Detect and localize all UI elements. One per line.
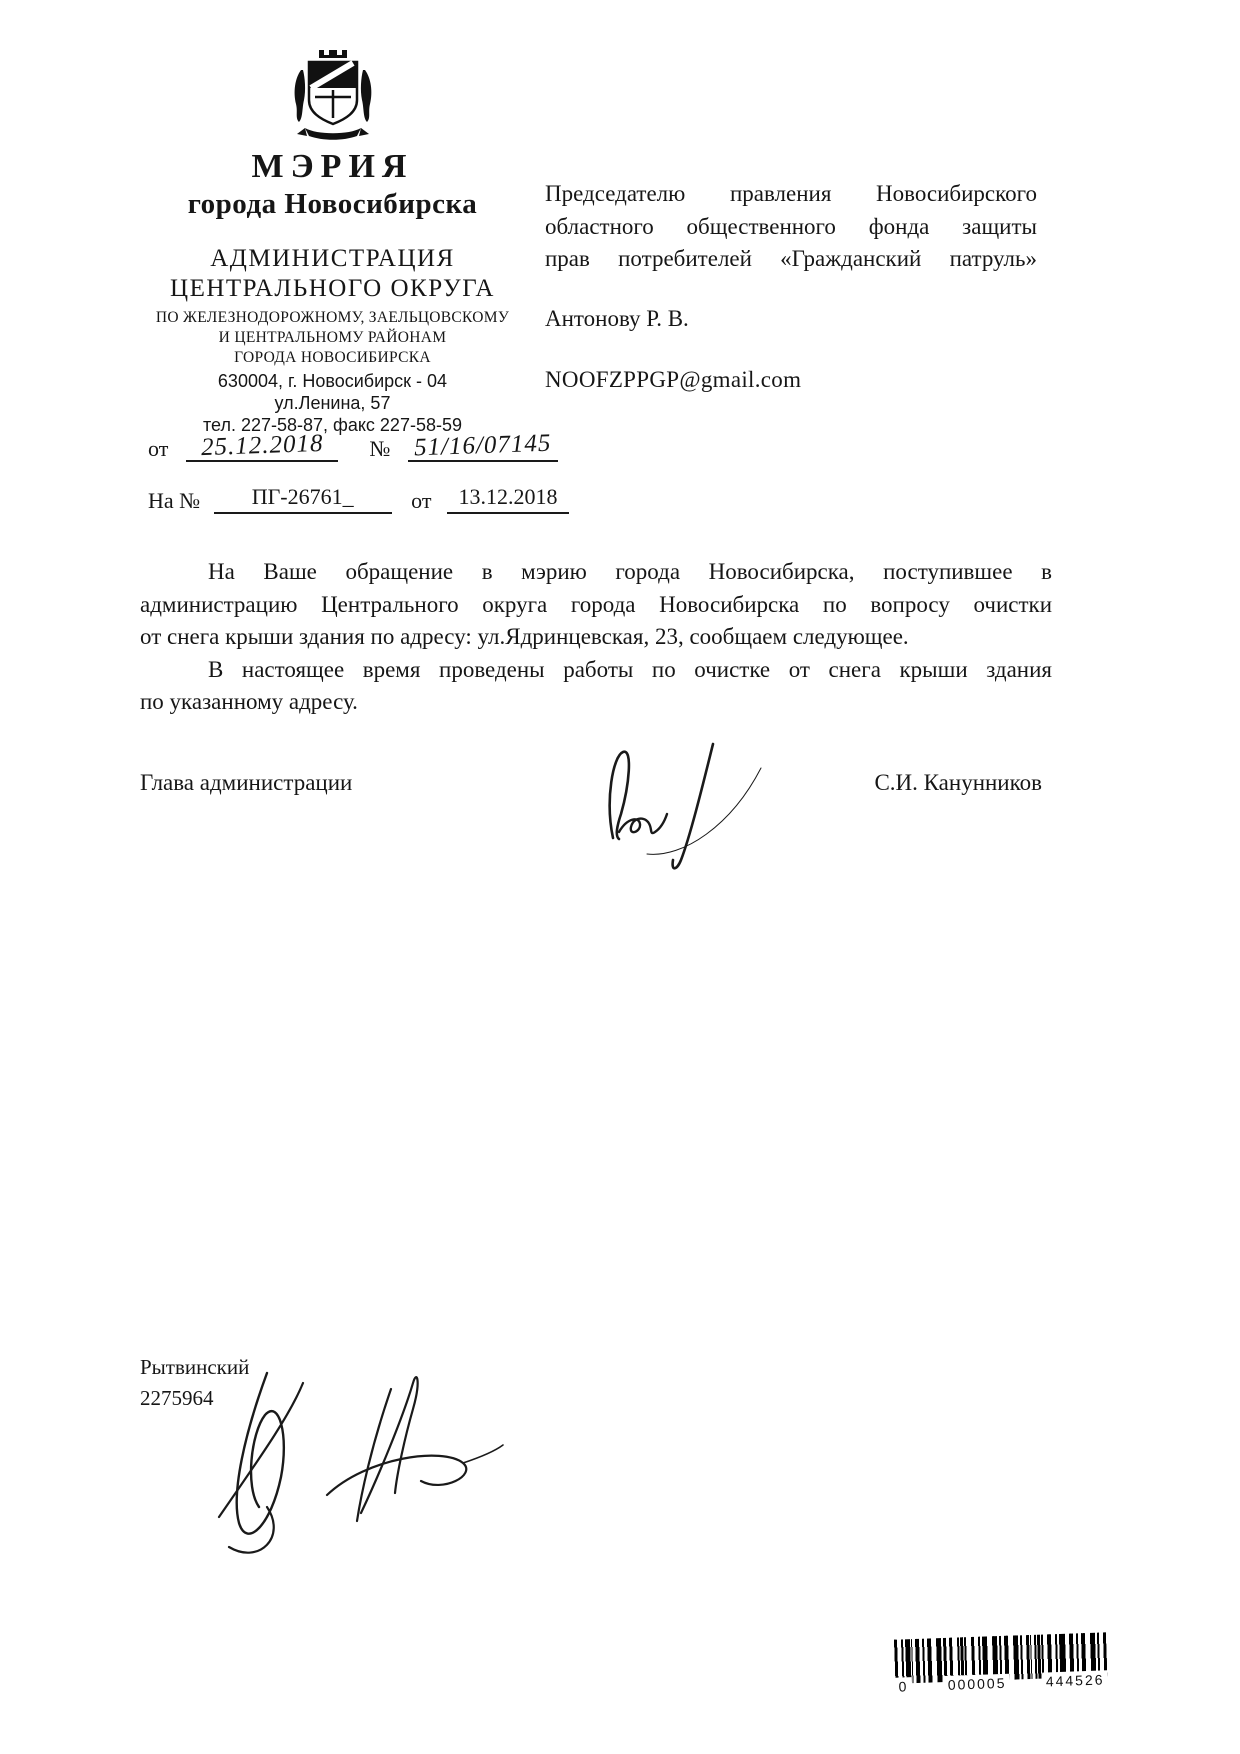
barcode-digit-group: 000005 (944, 1674, 1009, 1694)
barcode-digit-group: 444526 (1042, 1670, 1107, 1690)
org-subtitle: города Новосибирска (187, 188, 478, 220)
reply-prefix-label: На № (148, 488, 201, 513)
address-line3: тел. 227-58-87, факс 227-58-59 (203, 415, 462, 435)
outgoing-number-handwritten: 51/16/07145 (413, 429, 552, 462)
incoming-number-line (214, 482, 392, 514)
letterhead (135, 48, 530, 436)
districts-line1: ПО ЖЕЛЕЗНОДОРОЖНОМУ, ЗАЕЛЬЦОВСКОМУ (155, 309, 510, 326)
barcode-digit-group: 0 (895, 1677, 911, 1696)
address-line2: ул.Ленина, 57 (274, 393, 391, 413)
signer-position: Глава администрации (140, 770, 353, 795)
dept-line1: АДМИНИСТРАЦИЯ (210, 245, 455, 272)
number-label: № (369, 436, 391, 461)
outgoing-number-line (408, 430, 558, 462)
dept-line2: ЦЕНТРАЛЬНОГО ОКРУГА (170, 275, 495, 302)
executor-signatures-icon (175, 1355, 505, 1565)
executor-name: Рытвинский (140, 1355, 250, 1379)
reply-from-label: от (411, 488, 432, 513)
outgoing-date-line (186, 430, 338, 462)
novosibirsk-coat-of-arms-icon (285, 48, 381, 140)
incoming-reference-row (148, 482, 569, 514)
kanunnikov-signature-icon (585, 740, 795, 880)
incoming-number: ПГ-26761_ (251, 484, 354, 509)
recipient-org: Председателю правления Новосибирского областного общественного фонда защиты прав потребителей «Гражданский патруль» (545, 181, 1037, 271)
from-label: от (148, 436, 169, 461)
incoming-date-line (447, 482, 569, 514)
executor-phone: 2275964 (140, 1386, 214, 1410)
letter-body (140, 556, 1052, 719)
outgoing-date-handwritten: 25.12.2018 (200, 429, 324, 462)
outgoing-reference-row (148, 430, 558, 462)
districts-line2: И ЦЕНТРАЛЬНОМУ РАЙОНАМ (218, 329, 447, 346)
body-paragraph-2: В настоящее время проведены работы по очистке от снега крыши здания по указанному адресу. (140, 656, 1052, 714)
signer-name: С.И. Канунников (874, 770, 1042, 795)
body-paragraph-1: На Ваше обращение в мэрию города Новосибирска, поступившее в администрацию Центрального округа города Новосибирска по вопросу очистки от снега крыши здания по адресу: ул.Ядринцевская, 23, сообщаем следующее. (140, 559, 1052, 649)
recipient-block (545, 178, 1037, 397)
registration-barcode (894, 1632, 1108, 1701)
address-line1: 630004, г. Новосибирск - 04 (217, 371, 448, 391)
incoming-date: 13.12.2018 (458, 484, 558, 509)
districts-line3: ГОРОДА НОВОСИБИРСКА (234, 349, 431, 366)
org-title: МЭРИЯ (251, 148, 414, 185)
recipient-email: NOOFZPPGP@gmail.com (545, 367, 802, 392)
recipient-name: Антонову Р. В. (545, 305, 689, 331)
